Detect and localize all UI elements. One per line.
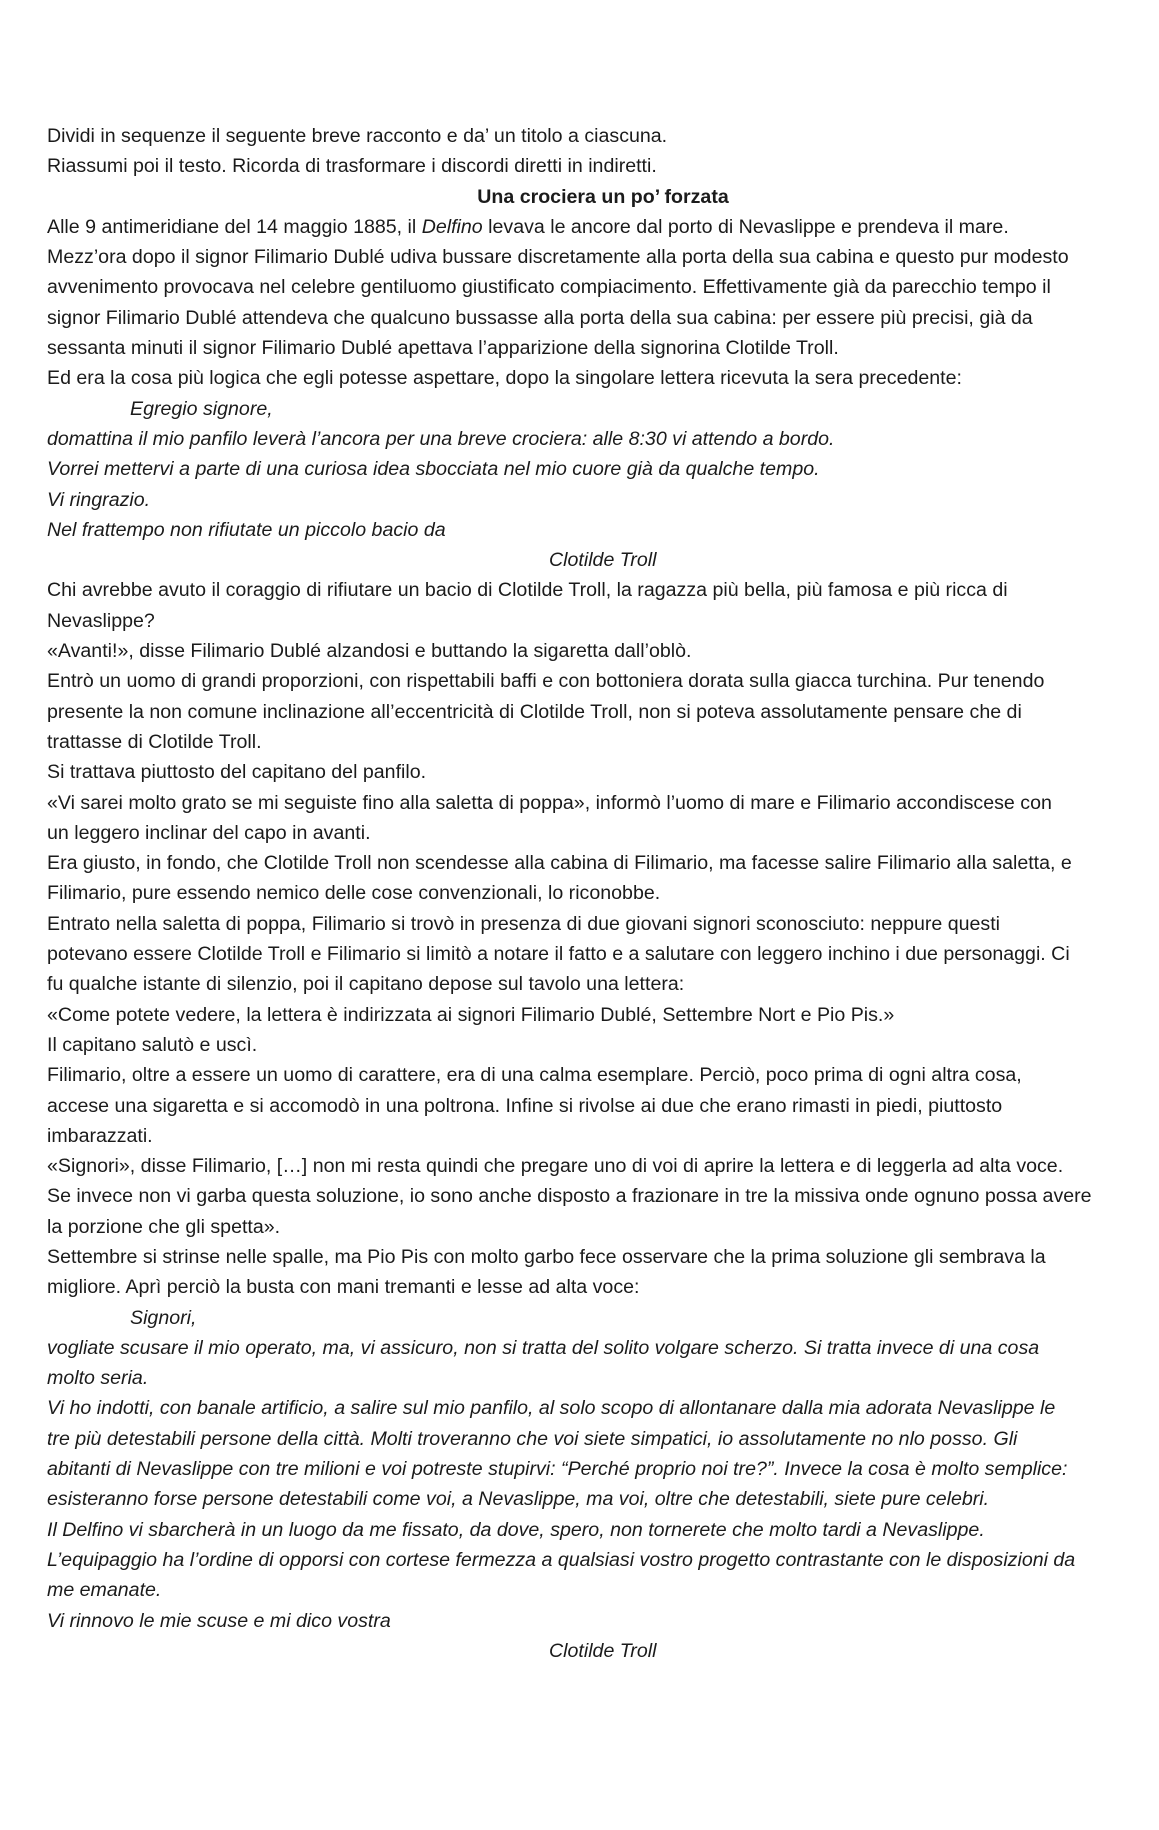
paragraph-line: Era giusto, in fondo, che Clotilde Troll non scendesse alla cabina di Filimario, ma facesse salire Filimario alla saletta, e (47, 852, 1072, 875)
story-title: Una crociera un po’ forzata (477, 185, 729, 208)
paragraph-line: «Come potete vedere, la lettera è indirizzata ai signori Filimario Dublé, Settembre Nort e Pio Pis.» (47, 1003, 895, 1026)
paragraph-line: Mezz’ora dopo il signor Filimario Dublé udiva bussare discretamente alla porta della sua cabina e questo pur modesto (47, 246, 1069, 269)
letter-line: Vi ho indotti, con banale artificio, a salire sul mio panfilo, al solo scopo di allontanare dalla mia adorata Nevaslippe le (47, 1397, 1056, 1420)
document-text (47, 121, 1159, 1666)
text-run: levava le ancore dal porto di Nevaslippe e prendeva il mare. (482, 215, 1009, 238)
paragraph-line: migliore. Aprì perciò la busta con mani tremanti e lesse ad alta voce: (47, 1276, 640, 1299)
letter-signature: Clotilde Troll (549, 549, 657, 572)
letter-line: tre più detestabili persone della città. Molti troveranno che voi siete simpatici, io assolutamente no nlo posso. Gli (47, 1427, 1018, 1450)
paragraph-line: Entrato nella saletta di poppa, Filimario si trovò in presenza di due giovani signori sconosciuto: neppure questi (47, 912, 1001, 935)
text-run: Alle 9 antimeridiane del 14 maggio 1885, il (47, 215, 422, 238)
paragraph-line: un leggero inclinar del capo in avanti. (47, 821, 371, 844)
letter-line: Vi rinnovo le mie scuse e mi dico vostra (47, 1609, 391, 1632)
letter-line: domattina il mio panfilo leverà l’ancora per una breve crociera: alle 8:30 vi attendo a bordo. (47, 427, 835, 450)
paragraph-line: «Avanti!», disse Filimario Dublé alzandosi e buttando la sigaretta dall’oblò. (47, 640, 692, 663)
letter-line: L’equipaggio ha l’ordine di opporsi con cortese fermezza a qualsiasi vostro progetto contrastante con le disposizioni da (47, 1548, 1076, 1571)
paragraph-line: Il capitano salutò e uscì. (47, 1033, 258, 1056)
letter-line: Nel frattempo non rifiutate un piccolo bacio da (47, 518, 446, 541)
paragraph-line: Entrò un uomo di grandi proporzioni, con rispettabili baffi e con bottoniera dorata sulla giacca turchina. Pur tenendo (47, 670, 1045, 693)
letter-line: Il Delfino vi sbarcherà in un luogo da me fissato, da dove, spero, non tornerete che molto tardi a Nevaslippe. (47, 1518, 985, 1541)
letter-line: vogliate scusare il mio operato, ma, vi assicuro, non si tratta del solito volgare scherzo. Si tratta invece di una cosa (47, 1336, 1040, 1359)
paragraph-line: imbarazzati. (47, 1124, 153, 1147)
paragraph-line: presente la non comune inclinazione all’eccentricità di Clotilde Troll, non si poteva assolutamente pensare che di (47, 700, 1022, 723)
paragraph-line: signor Filimario Dublé attendeva che qualcuno bussasse alla porta della sua cabina: per essere più precisi, già da (47, 306, 1033, 329)
paragraph-line: trattasse di Clotilde Troll. (47, 730, 262, 753)
paragraph-line: fu qualche istante di silenzio, poi il capitano depose sul tavolo una lettera: (47, 973, 685, 996)
paragraph-line: Filimario, pure essendo nemico delle cose convenzionali, lo riconobbe. (47, 882, 661, 905)
letter-salutation: Egregio signore, (130, 397, 273, 420)
paragraph-line: Chi avrebbe avuto il coraggio di rifiutare un bacio di Clotilde Troll, la ragazza più bella, più famosa e più ricca di (47, 579, 1008, 602)
paragraph-line: Nevaslippe? (47, 609, 155, 632)
instruction-line: Dividi in sequenze il seguente breve racconto e da’ un titolo a ciascuna. (47, 125, 668, 147)
paragraph-line: «Signori», disse Filimario, […] non mi resta quindi che pregare uno di voi di aprire la lettera e di leggerla ad alta voce. (47, 1155, 1064, 1178)
letter-line: abitanti di Nevaslippe con tre milioni e voi potreste stupirvi: “Perché proprio noi tre?”. Invece la cosa è molto semplice: (47, 1458, 1068, 1481)
paragraph-line: avvenimento provocava nel celebre gentiluomo giustificato compiacimento. Effettivamente già da parecchio tempo il (47, 276, 1051, 299)
letter-salutation: Signori, (130, 1306, 197, 1329)
paragraph-line: la porzione che gli spetta». (47, 1215, 281, 1238)
letter-line: me emanate. (47, 1579, 162, 1602)
letter-line: Vorrei mettervi a parte di una curiosa idea sbocciata nel mio cuore già da qualche tempo. (47, 458, 820, 481)
paragraph-line (47, 212, 1159, 242)
paragraph-line: «Vi sarei molto grato se mi seguiste fino alla saletta di poppa», informò l’uomo di mare e Filimario accondiscese con (47, 791, 1052, 814)
paragraph-line: Filimario, oltre a essere un uomo di carattere, era di una calma esemplare. Perciò, poco prima di ogni altra cosa, (47, 1064, 1022, 1087)
letter-signature: Clotilde Troll (549, 1639, 657, 1662)
letter-line: Vi ringrazio. (47, 488, 151, 511)
letter-line: esisteranno forse persone detestabili come voi, a Nevaslippe, ma voi, oltre che detestabili, siete pure celebri. (47, 1488, 990, 1511)
paragraph-line: Si trattava piuttosto del capitano del panfilo. (47, 761, 427, 784)
letter-line: molto seria. (47, 1367, 149, 1390)
paragraph-line: potevano essere Clotilde Troll e Filimario si limitò a notare il fatto e a salutare con leggero inchino i due personaggi. Ci (47, 943, 1070, 966)
paragraph-line: Ed era la cosa più logica che egli potesse aspettare, dopo la singolare lettera ricevuta la sera precedente: (47, 367, 962, 390)
paragraph-line: Se invece non vi garba questa soluzione, io sono anche disposto a frazionare in tre la missiva onde ognuno possa avere (47, 1185, 1092, 1208)
instruction-line: Riassumi poi il testo. Ricorda di trasformare i discordi diretti in indiretti. (47, 155, 657, 178)
ship-name: Delfino (421, 215, 483, 238)
paragraph-line: Settembre si strinse nelle spalle, ma Pio Pis con molto garbo fece osservare che la prima soluzione gli sembrava la (47, 1245, 1046, 1268)
paragraph-line: accese una sigaretta e si accomodò in una poltrona. Infine si rivolse ai due che erano rimasti in piedi, piuttosto (47, 1094, 1003, 1117)
paragraph-line: sessanta minuti il signor Filimario Dublé apettava l’apparizione della signorina Clotilde Troll. (47, 337, 839, 360)
